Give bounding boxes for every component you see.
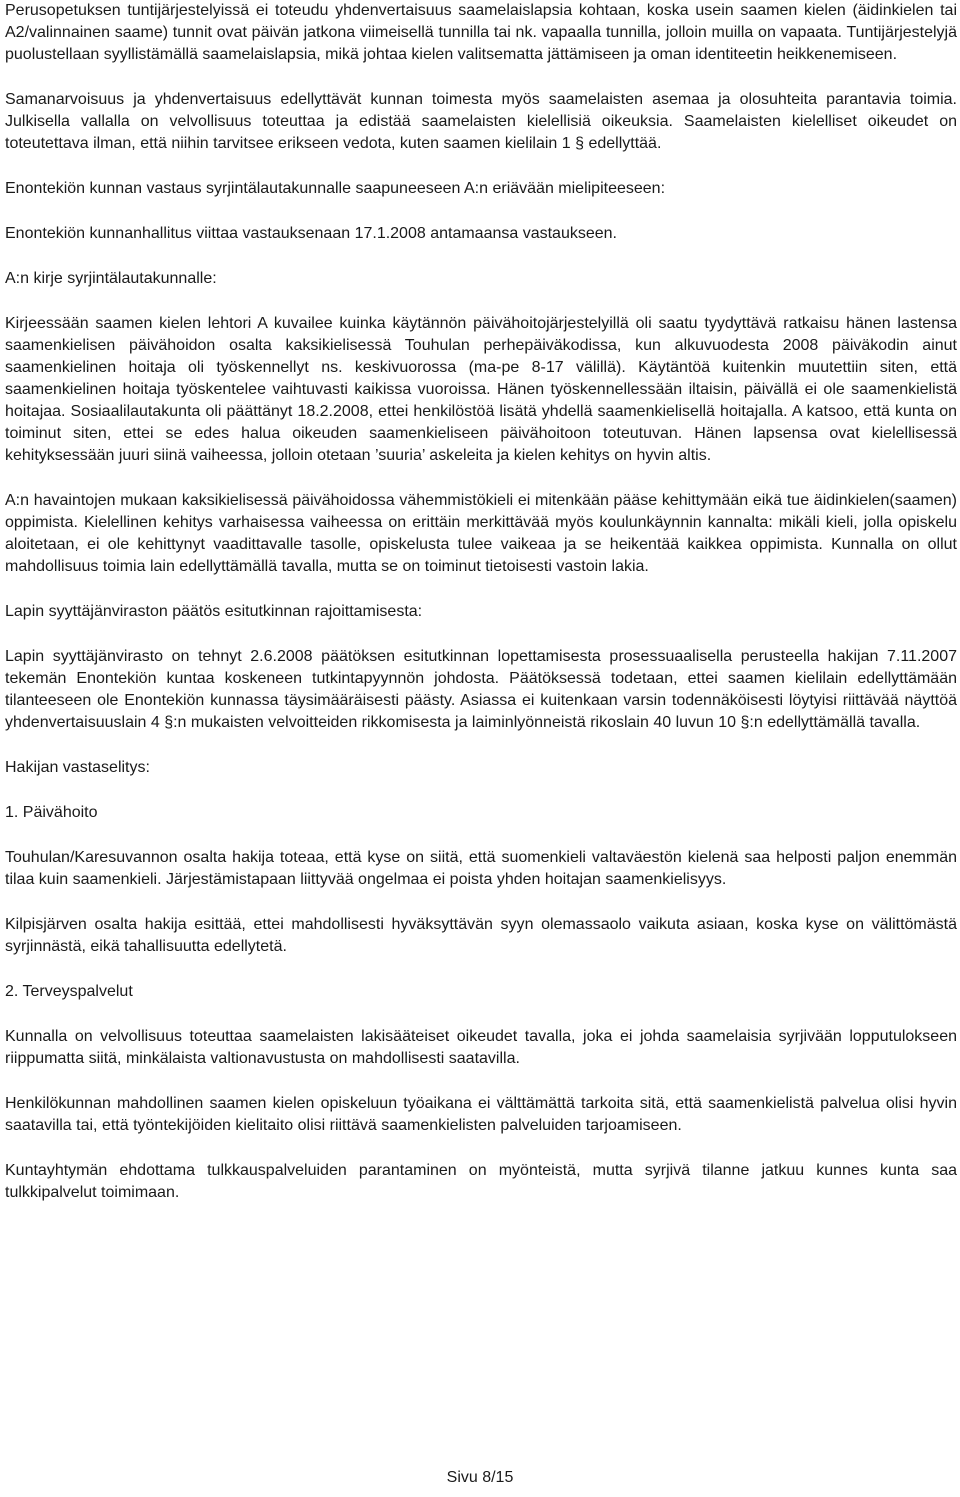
paragraph-obligation: Kunnalla on velvollisuus toteuttaa saamelaisten lakisääteiset oikeudet tavalla, joka ei johda saamelaisia syrjivään lopputulokseen riippumatta siitä, minkälaista valtionavustusta on mahdollisesti saatavilla. bbox=[5, 1028, 957, 1067]
heading-letter: A:n kirje syrjintälautakunnalle: bbox=[5, 270, 217, 287]
page-number: Sivu 8/15 bbox=[446, 1469, 514, 1486]
heading-section-health: 2. Terveyspalvelut bbox=[5, 983, 133, 1000]
paragraph-prosecutor-decision: Lapin syyttäjänvirasto on tehnyt 2.6.2008 päätöksen esitutkinnan lopettamisesta prosessuaalisella perusteella hakijan 7.11.2007 tekemän Enontekiön kuntaa koskeneen tutkintapyynnön johdosta. Päätöksessä todetaan, ettei saamen kielilain edellyttämään tilanteeseen ole Enontekiön kunnassa täysimääräisesti päästy. Asiassa ei kuitenkaan varsin todennäköisesti löytyisi riittävää näyttöä yhdenvertaisuuslain 4 §:n mukaisten velvoitteiden rikkomisesta ja laiminlyönneistä rikoslain 40 luvun 10 §:n edellyttämällä tavalla. bbox=[5, 648, 957, 731]
document-body bbox=[5, 0, 957, 1204]
paragraph-bilingual-daycare: A:n havaintojen mukaan kaksikielisessä päivähoidossa vähemmistökieli ei mitenkään pääse kehittymään eikä tue äidinkielen(saamen) oppimista. Kielellinen kehitys varhaisessa vaiheessa on erittäin merkittävää myös koulunkäynnin kannalta: mikäli kieli, jolla opiskelu aloitetaan, ei ole kehittynyt vaadittavalle tasolle, opiskelusta tulee vaikeaa ja se heikentää kaikkea oppimista. Kunnalla on ollut mahdollisuus toimia lain edellyttämällä tavalla, mutta se on toiminut tietoisesti vastoin lakia. bbox=[5, 492, 957, 575]
paragraph-interpretation: Kuntayhtymän ehdottama tulkkauspalveluiden parantaminen on myönteistä, mutta syrjivä tilanne jatkuu kunnes kunta saa tulkkipalvelut toimimaan. bbox=[5, 1162, 957, 1201]
heading-section-daycare: 1. Päivähoito bbox=[5, 804, 98, 821]
heading-prosecutor-decision: Lapin syyttäjänviraston päätös esitutkinnan rajoittamisesta: bbox=[5, 603, 423, 620]
paragraph-letter-daycare: Kirjeessään saamen kielen lehtori A kuvailee kuinka käytännön päivähoitojärjestelyillä oli saatu tyydyttävä ratkaisu hänen lastensa saamenkielisen päivähoidon osalta kaksikielisessä Touhulan perhepäiväkodissa, kun alkuvuodesta 2008 päiväkodin ainut saamenkielinen hoitaja oli työskennellyt ns. keskivuorossa (ma-pe 8-17 välillä). Käytäntöä kuitenkin muutettiin siten, että saamenkielinen hoitaja työskentelee vaihtuvasti kaikissa vuoroissa. Hänen työskennellessään iltaisin, päivällä ei ole saamenkielistä hoitajaa. Sosiaalilautakunta oli päättänyt 18.2.2008, ettei henkilöstöä lisätä yhdellä saamenkielisellä hoitajalla. A katsoo, että kunta on toiminut siten, ettei se edes halua oikeuden saamenkieliseen päivähoitoon toteutuvan. Hänen lapsensa ovat kielellisessä kehityksessään juuri siinä vaiheessa, jolloin otetaan ’suuria’ askeleita ja kielen kehitys on hyvin altis. bbox=[5, 315, 957, 464]
paragraph-board-reference: Enontekiön kunnanhallitus viittaa vastauksenaan 17.1.2008 antamaansa vastaukseen. bbox=[5, 225, 617, 242]
paragraph-primary-education: Perusopetuksen tuntijärjestelyissä ei toteudu yhdenvertaisuus saamelaislapsia kohtaan, koska usein saamen kielen (äidinkielen tai A2/valinnainen saame) tunnit ovat päivän jatkona viimeisellä tunnilla tai nk. vapaalla tunnilla, jolloin muilla on vapaata. Tuntijärjestelyjä puolustellaan syyllistämällä saamelaislapsia, mikä johtaa kielen valitsematta jättämiseen ja oman identiteetin heikkenemiseen. bbox=[5, 2, 957, 63]
paragraph-equality: Samanarvoisuus ja yhdenvertaisuus edellyttävät kunnan toimesta myös saamelaisten asemaa ja olosuhteita parantavia toimia. Julkisella vallalla on velvollisuus toteuttaa ja edistää saamelaisten kielellisiä oikeuksia. Saamelaisten kielelliset oikeudet on toteutettava ilman, että niihin tarvitsee erikseen vedota, kuten saamen kielilain 1 § edellyttää. bbox=[5, 91, 957, 152]
heading-municipality-response: Enontekiön kunnan vastaus syrjintälautakunnalle saapuneeseen A:n eriävään mielipiteeseen: bbox=[5, 180, 666, 197]
paragraph-touhula: Touhulan/Karesuvannon osalta hakija toteaa, että kyse on siitä, että suomenkieli valtaväestön kielenä saa helposti paljon enemmän tilaa kuin saamenkieli. Järjestämistapaan liittyvää ongelmaa ei poista yhden hoitajan saamenkielisyys. bbox=[5, 849, 957, 888]
paragraph-kilpisjarvi: Kilpisjärven osalta hakija esittää, ettei mahdollisesti hyväksyttävän syyn olemassaolo vaikuta asiaan, koska kyse on välittömästä syrjinnästä, eikä tahallisuutta edellytetä. bbox=[5, 916, 957, 955]
paragraph-staff-language: Henkilökunnan mahdollinen saamen kielen opiskeluun työaikana ei välttämättä tarkoita sitä, että saamenkielistä palvelua olisi hyvin saatavilla tai, että työntekijöiden kielitaito olisi riittävä saamenkielisten palveluiden tarjoamiseen. bbox=[5, 1095, 957, 1134]
heading-applicant-reply: Hakijan vastaselitys: bbox=[5, 759, 150, 776]
